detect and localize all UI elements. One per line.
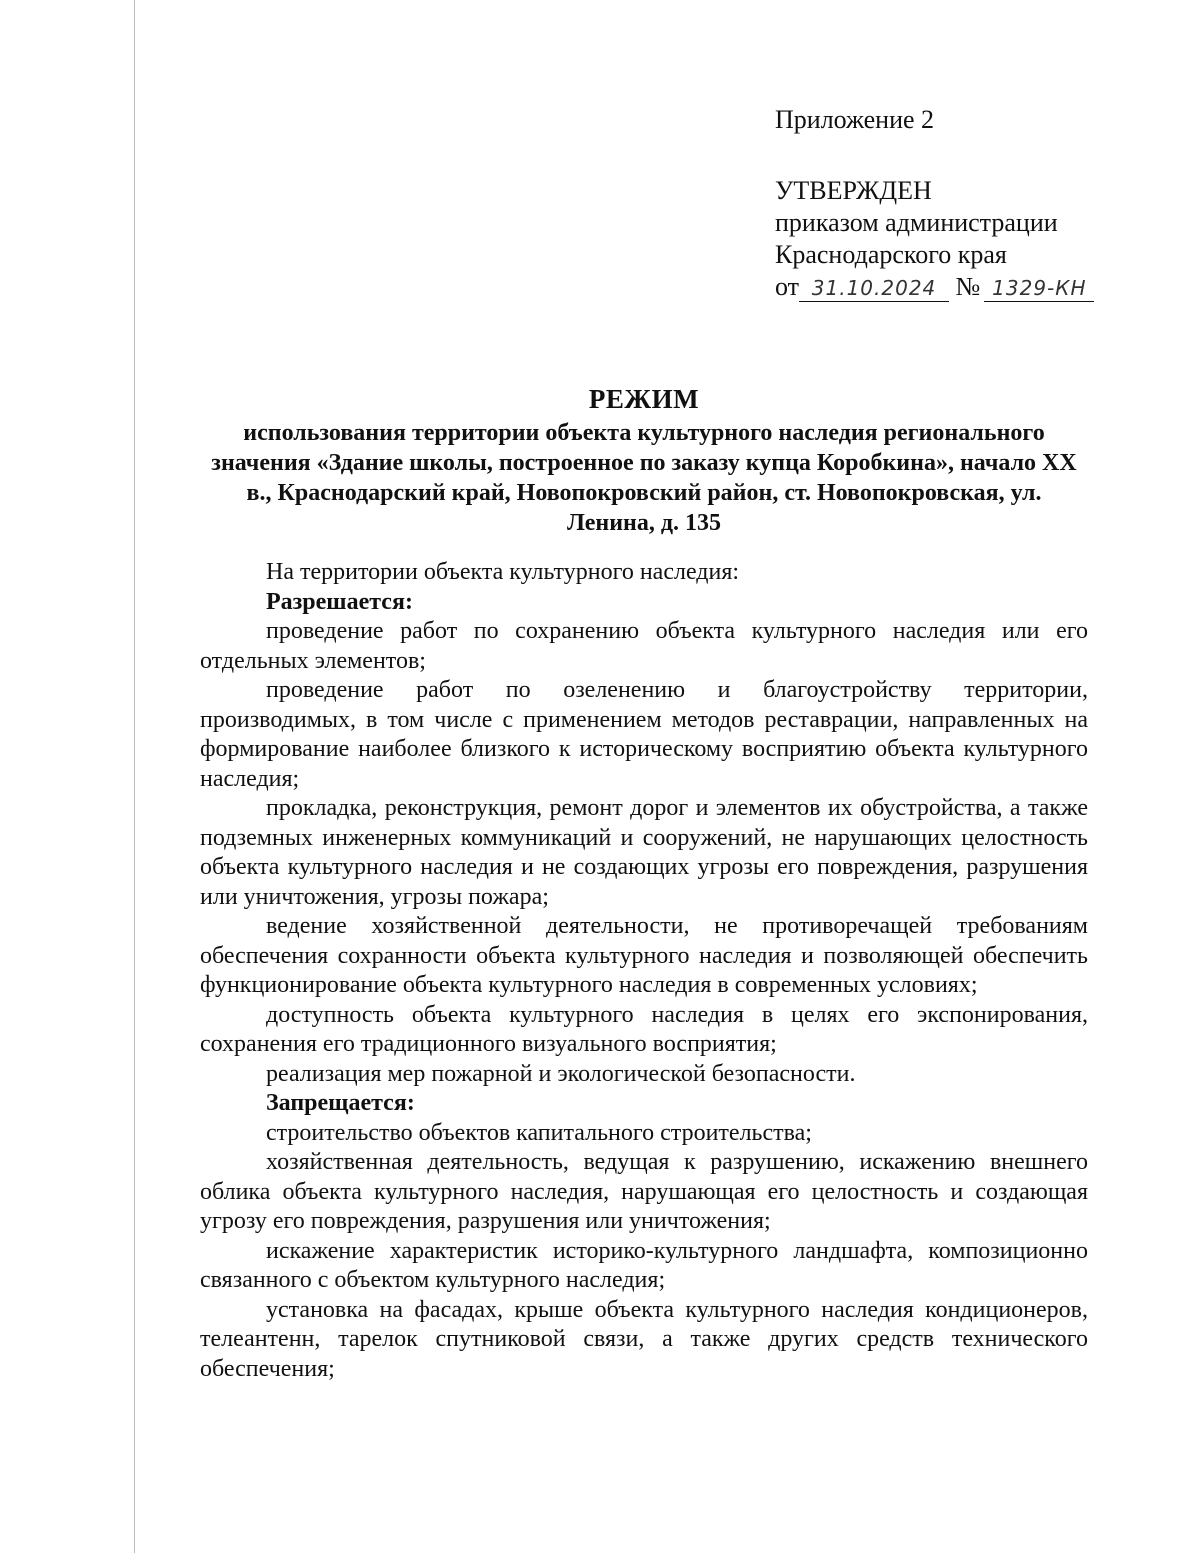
- appendix-label: Приложение 2: [775, 105, 935, 134]
- scan-edge-line: [134, 0, 135, 1553]
- allowed-item: прокладка, реконструкция, ремонт дорог и элементов их обустройства, а также подземных инженерных коммуникаций и сооружений, не нарушающих целостность объекта культурного наследия и не создающих угрозы его повреждения, разрушения или уничтожения, угрозы пожара;: [200, 795, 1088, 910]
- approval-block: [775, 104, 1094, 303]
- number-prefix: №: [955, 272, 981, 301]
- approval-line-1: приказом администрации: [775, 208, 1058, 237]
- forbidden-item: строительство объектов капитального строительства;: [266, 1119, 812, 1146]
- allowed-item: доступность объекта культурного наследия в целях его экспонирования, сохранения его традиционного визуального восприятия;: [200, 1001, 1088, 1057]
- allowed-item: проведение работ по озеленению и благоустройству территории, производимых, в том числе с применением методов реставрации, направленных на формирование наиболее близкого к историческому восприятию объекта культурного наследия;: [200, 677, 1088, 792]
- document-body: [200, 558, 1088, 1384]
- date-prefix: от: [775, 272, 800, 301]
- approved-label: УТВЕРЖДЕН: [775, 176, 932, 205]
- order-date-number: [775, 271, 1094, 303]
- approval-line-2: Краснодарского края: [775, 240, 1007, 269]
- intro-paragraph: На территории объекта культурного наследия:: [266, 559, 740, 585]
- handwritten-number: 1329-КН: [984, 275, 1094, 302]
- forbidden-heading: Запрещается:: [266, 1090, 415, 1116]
- document-heading: [200, 382, 1088, 538]
- document-subtitle: использования территории объекта культурного наследия регионального значения «Здание школы, построенное по заказу купца Коробкина», начало XX в., Краснодарский край, Новопокровский район, ст. Новопокровская, ул. Ленина, д. 135: [211, 420, 1077, 536]
- forbidden-item: хозяйственная деятельность, ведущая к разрушению, искажению внешнего облика объекта культурного наследия, нарушающая его целостность и создающая угрозу его повреждения, разрушения или уничтожения;: [200, 1149, 1088, 1234]
- handwritten-date: 31.10.2024: [799, 275, 949, 302]
- allowed-item: ведение хозяйственной деятельности, не противоречащей требованиям обеспечения сохранности объекта культурного наследия и позволяющей обеспечить функционирование объекта культурного наследия в современных условиях;: [200, 913, 1088, 998]
- forbidden-item: искажение характеристик историко-культурного ландшафта, композиционно связанного с объектом культурного наследия;: [200, 1237, 1088, 1293]
- document-title: РЕЖИМ: [588, 384, 700, 414]
- forbidden-item: установка на фасадах, крыше объекта культурного наследия кондиционеров, телеантенн, тарелок спутниковой связи, а также других средств технического обеспечения;: [200, 1296, 1088, 1382]
- allowed-item: реализация мер пожарной и экологической безопасности.: [266, 1060, 856, 1087]
- allowed-heading: Разрешается:: [266, 588, 413, 615]
- allowed-item: проведение работ по сохранению объекта культурного наследия или его отдельных элементов;: [200, 618, 1088, 674]
